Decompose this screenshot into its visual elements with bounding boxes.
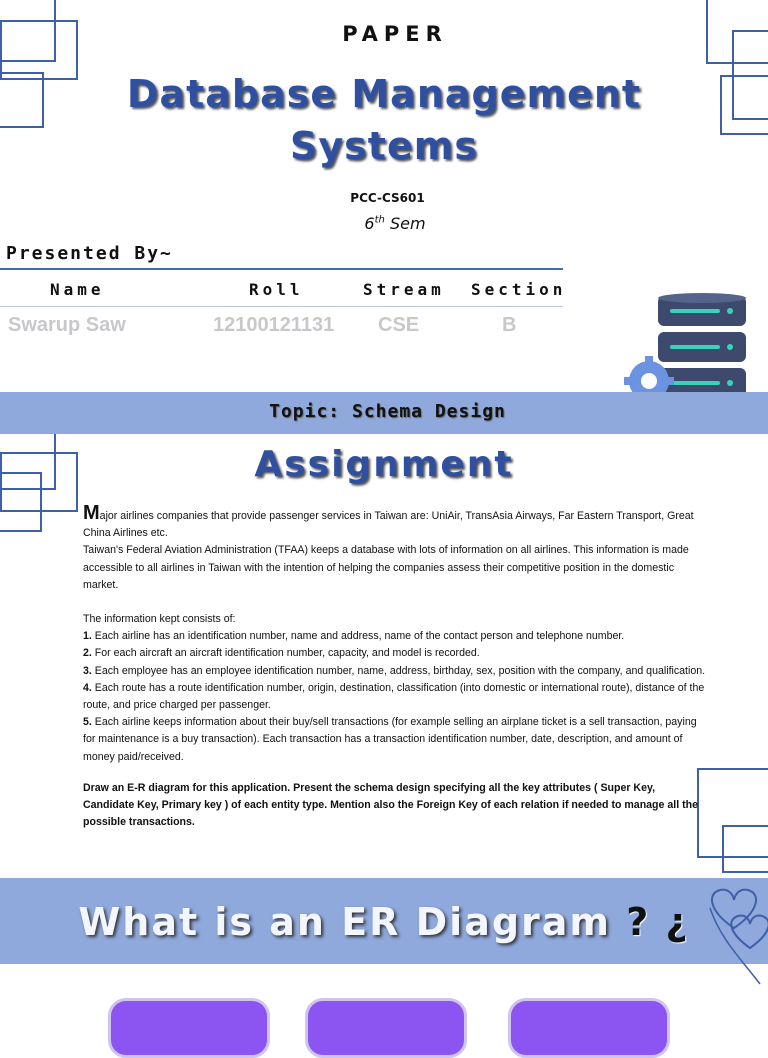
course-code: PCC-CS601: [350, 191, 425, 205]
page-title-line1: Database Management: [126, 72, 642, 116]
col-header-name: Name: [50, 280, 105, 299]
question-marks: ? ¿: [626, 900, 690, 944]
intro-text: ajor airlines companies that provide passenger services in Taiwan are: UniAir, TransAsia Airways, Far Eastern Transport, Great China Airlines etc.: [83, 510, 694, 540]
hearts-decoration-icon: [700, 868, 768, 988]
list-item: 5. Each airline keeps information about their buy/sell transactions (for example selling an airplane ticket is a sell transaction, paying for maintenance is a buy transaction). Each transaction has a transaction identification number, date, description, and amount of money paid/received.: [83, 716, 697, 763]
feature-card: [108, 998, 270, 1058]
task-paragraph: Draw an E-R diagram for this application. Present the schema design specifying all the key attributes ( Super Key, Candidate Key, Primary key ) of each entity type. Mention also the Foreign Key of each relation if needed to manage all the possible transactions.: [83, 781, 698, 829]
er-section-title: [0, 900, 768, 944]
intro-paragraph: [83, 502, 708, 542]
semester-number: 6: [364, 214, 375, 233]
col-header-section: Section: [471, 280, 567, 299]
presented-by-heading: Presented By~: [6, 243, 173, 264]
list-item: 1. Each airline has an identification number, name and address, name of the contact person and telephone number.: [83, 630, 625, 643]
dropcap: M: [83, 502, 100, 524]
col-header-stream: Stream: [363, 280, 445, 299]
assignment-heading: Assignment: [254, 444, 514, 485]
info-heading: The information kept consists of:: [83, 613, 236, 626]
assignment-body: [83, 502, 708, 831]
topic-title: Topic: Schema Design: [269, 401, 506, 422]
divider: [0, 306, 563, 307]
semester-word: Sem: [389, 214, 426, 233]
page-title-line2: Systems: [290, 124, 478, 168]
presenter-stream: CSE: [378, 314, 420, 336]
col-header-roll: Roll: [249, 280, 304, 299]
er-title-text: What is an ER Diagram: [78, 900, 612, 944]
list-item: 3. Each employee has an employee identification number, name, address, birthday, sex, position with the company, and qualification.: [83, 664, 706, 677]
presenter-roll: 12100121131: [213, 314, 335, 336]
paper-label: PAPER: [342, 22, 448, 46]
semester: [0, 214, 768, 233]
list-item: 2. For each aircraft an aircraft identification number, capacity, and model is recorded.: [83, 647, 480, 660]
presenter-name: Swarup Saw: [8, 314, 126, 336]
divider: [0, 268, 563, 270]
database-server-icon: [622, 292, 757, 404]
presenter-section: B: [502, 314, 517, 336]
list-item: 4. Each route has a route identification number, origin, destination, classification (into domestic or international route), distance of the route, and price charged per passenger.: [83, 681, 705, 712]
semester-suffix: th: [374, 214, 385, 226]
feature-card: [508, 998, 670, 1058]
intro-paragraph-2: Taiwan's Federal Aviation Administration (TFAA) keeps a database with lots of information on all airlines. This information is made accessible to all airlines in Taiwan with the intention of helping the companies assess their competitive position in the domestic market.: [83, 544, 689, 591]
decor-frame: [722, 825, 768, 873]
feature-card: [305, 998, 467, 1058]
